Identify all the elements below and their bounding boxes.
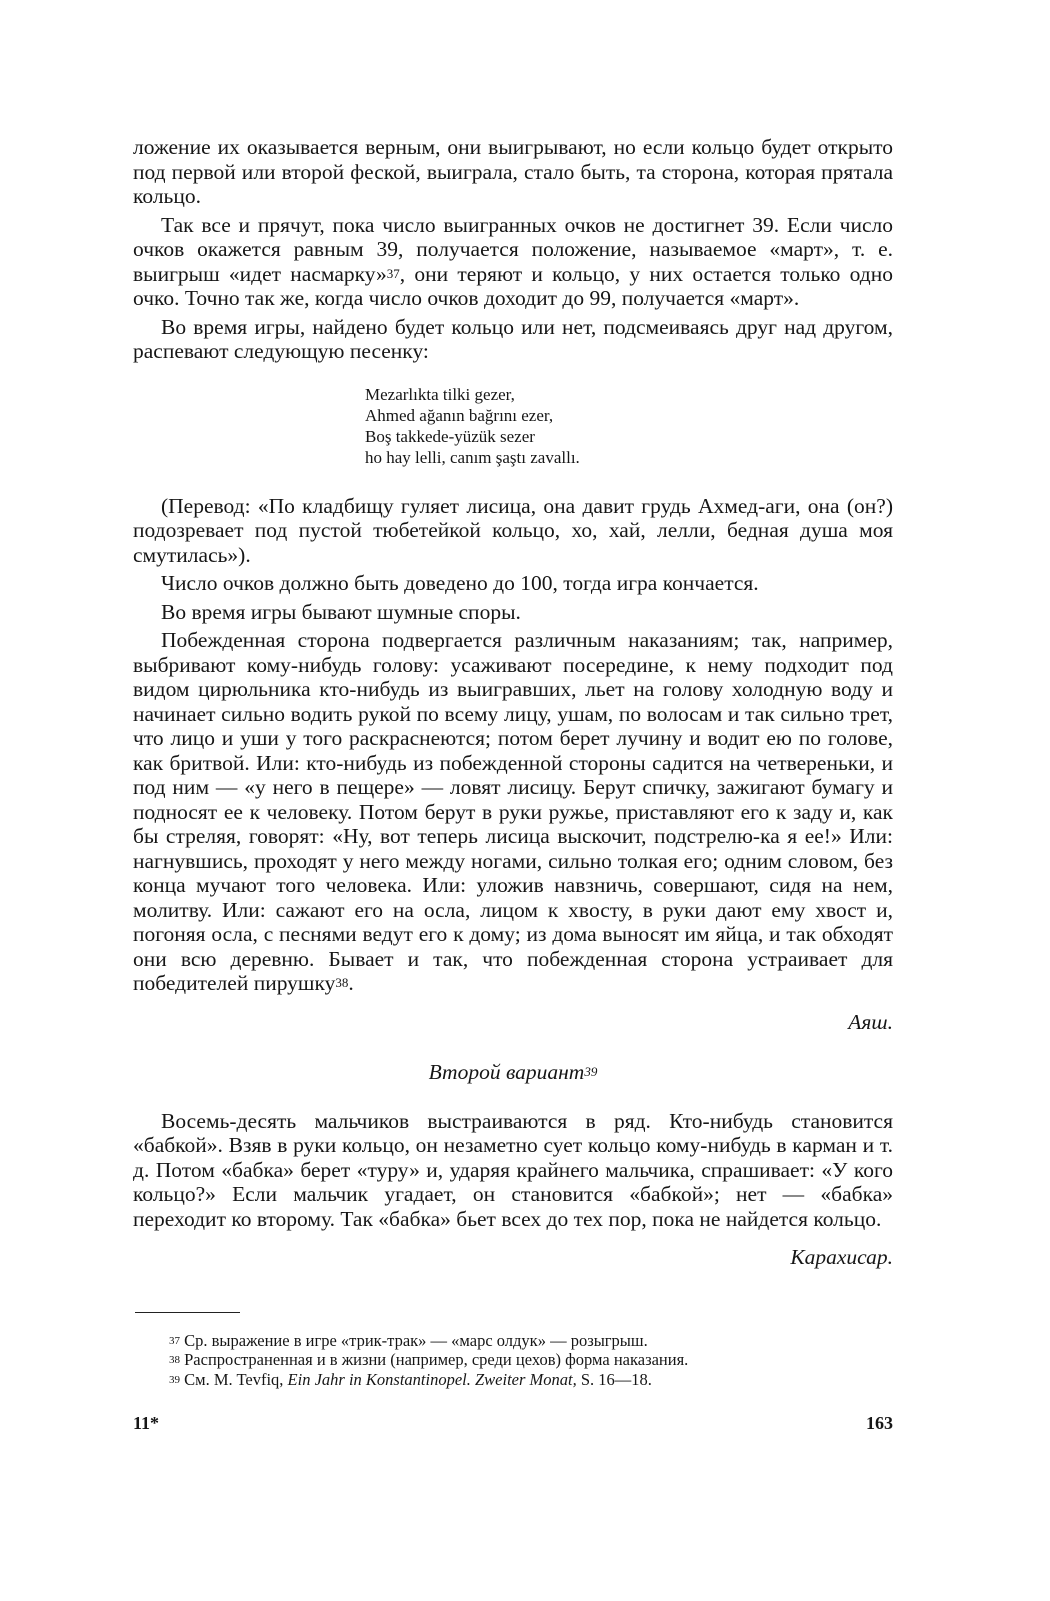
verse-line-3: Boş takkede-yüzük sezer xyxy=(365,426,535,446)
paragraph-7-text-b: . xyxy=(348,971,354,995)
verse-line-4: ho hay lelli, canım şaştı zavallı. xyxy=(365,447,580,467)
page-body xyxy=(133,135,893,1436)
paragraph-7 xyxy=(133,628,893,996)
paragraph-1: ложение их оказывается верным, они выигрывают, но если кольцо будет открыто под первой или второй феской, выиграла, стало быть, та сторона, которая прятала кольцо. xyxy=(133,135,893,208)
footnote-text-tail: S. 16—18. xyxy=(576,1369,652,1389)
signature-mark: 11* xyxy=(133,1413,160,1433)
paragraph-2-text-a: Так все и прячут, пока число выигранных очков не достигнет 39. Если число очков окажется равным 39, получается положение, называемое «март», т. е. выигрыш «идет насмарку» xyxy=(133,212,893,286)
footnote-ref-37: 37 xyxy=(386,265,400,281)
verse-line-1: Mezarlıkta tilki gezer, xyxy=(365,384,515,404)
footnote-divider xyxy=(135,1312,240,1313)
song-verse xyxy=(365,384,893,468)
paragraph-2 xyxy=(133,213,893,311)
footnotes xyxy=(133,1331,893,1390)
footnote-number: 37 xyxy=(169,1334,180,1347)
paragraph-5: Число очков должно быть доведено до 100, тогда игра кончается. xyxy=(161,571,759,595)
paragraph-translation: (Перевод: «По кладбищу гуляет лисица, она давит грудь Ахмед-аги, она (он?) подозревает под пустой тюбетейкой кольцо, хо, хай, лелли, бедная душа моя смутилась»). xyxy=(133,493,893,567)
paragraph-2-text-b: , они теряют и кольцо, у них остается только одно очко. Точно так же, когда число очков доходит до 99, получается «март». xyxy=(133,261,893,310)
verse-line-2: Ahmed ağanın bağrını ezer, xyxy=(365,405,554,425)
place-name-ayash: Аяш. xyxy=(848,1009,893,1034)
page-footer xyxy=(133,1411,893,1436)
footnote-ref-38: 38 xyxy=(335,975,349,990)
place-name-karahisar: Карахисар. xyxy=(790,1245,893,1269)
paragraph-3: Во время игры, найдено будет кольцо или нет, подсмеиваясь друг над другом, распевают следующую песенку: xyxy=(133,314,893,363)
footnote-text: Распространенная и в жизни (например, среди цехов) форма наказания. xyxy=(184,1350,689,1369)
footnote-text: Ср. выражение в игре «трик-трак» — «марс олдук» — розыгрыш. xyxy=(184,1330,648,1350)
section-heading xyxy=(133,1060,893,1085)
footnote-37 xyxy=(169,1331,893,1351)
paragraph-7-text-a: Побежденная сторона подвергается различным наказаниям; так, например, выбривают кому-нибудь голову: усаживают посередине, к нему подходит под видом цирюльника кто-нибудь из выигравших, льет на голову холодную воду и начинает сильно водить рукой по всему лицу, ушам, по волосам и так сильно трет, что лицо и уши у того раскраснеются; потом берет лучину и водит ею по голове, как бритвой. Или: кто-нибудь из побежденной стороны садится на четвереньки, и под ним — «у него в пещере» — ловят лисицу. Берут спичку, зажигают бумагу и подносят ее к человеку. Потом берут в руки ружье, приставляют его к заду и, как бы стреляя, говорят: «Ну, вот теперь лисица выскочит, подстрелю-ка я ее!» Или: нагнувшись, проходят у него между ногами, сильно толкая его; одним словом, без конца мучают того человека. Или: уложив навзничь, совершают, сидя на нем, молитву. Или: сажают его на осла, лицом к хвосту, в руки дают ему хвост и, погоняя осла, с песнями ведут его к дому; из дома выносят им яйца, и так обходят они всю деревню. Бывает и так, что побежденная сторона устраивает для победителей пирушку xyxy=(133,628,893,995)
paragraph-8: Восемь-десять мальчиков выстраиваются в ряд. Кто-нибудь становится «бабкой». Взяв в руки кольцо, он незаметно сует кольцо кому-нибудь в карман и т. д. Потом «бабка» берет «туру» и, ударяя крайнего мальчика, спрашивает: «У кого кольцо?» Если мальчик угадает, он становится «бабкой»; нет — «бабка» переходит ко второму. Так «бабка» бьет всех до тех пор, пока не найдется кольцо. xyxy=(133,1108,893,1231)
section-heading-text: Второй вариант xyxy=(428,1060,585,1084)
page-number: 163 xyxy=(866,1413,893,1433)
footnote-text: См. M. Tevfiq, xyxy=(184,1369,288,1389)
footnote-ref-39: 39 xyxy=(584,1064,598,1079)
paragraph-6: Во время игры бывают шумные споры. xyxy=(161,599,521,624)
footnote-number: 39 xyxy=(169,1373,180,1386)
footnote-book-title: Ein Jahr in Konstantinopel. Zweiter Monat, xyxy=(287,1369,577,1389)
footnote-number: 38 xyxy=(169,1354,180,1366)
footnote-38 xyxy=(169,1350,893,1370)
footnote-39 xyxy=(169,1370,893,1390)
